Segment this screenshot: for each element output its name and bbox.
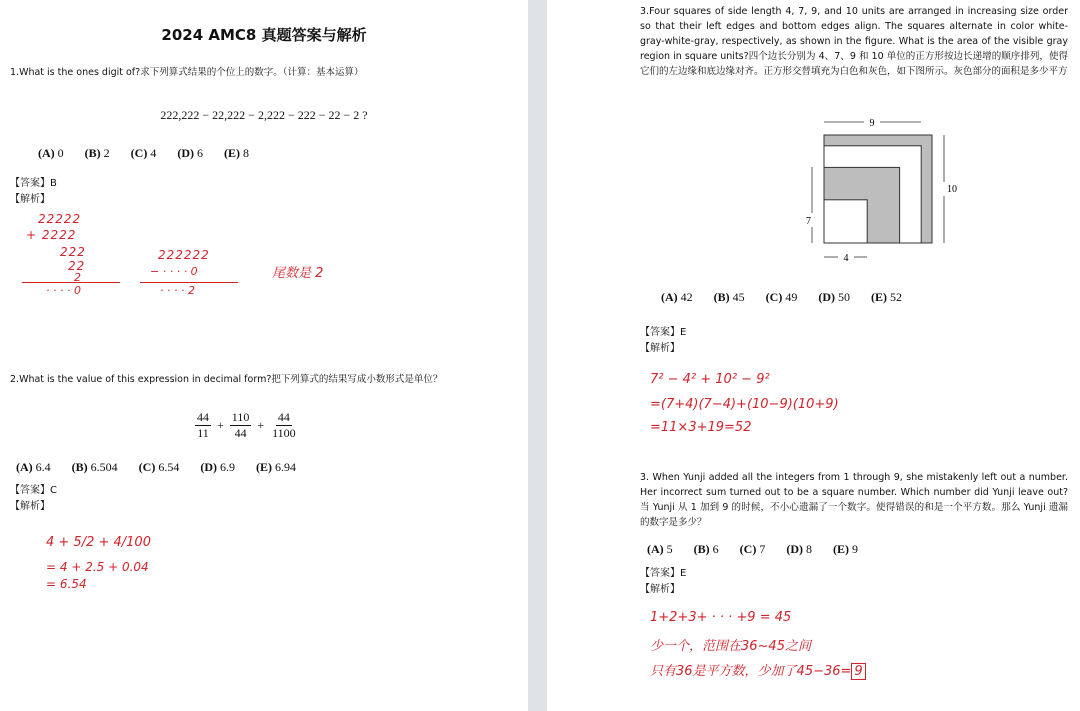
question-2-choices	[16, 460, 296, 475]
question-1-text: 1.What is the ones digit of?求下列算式结果的个位上的数字。（计算：基本运算）	[10, 67, 364, 78]
choice-b: (B) 2	[84, 146, 110, 160]
question-2-answer: 【答案】C	[10, 485, 57, 496]
choice-b: (B) 6	[693, 542, 719, 556]
choice-d: (D) 6	[177, 146, 204, 160]
difference-rule	[140, 282, 238, 283]
fraction: $\frac{110}{44}$	[231, 410, 250, 440]
square-4-white	[824, 200, 867, 243]
work-line: 7² − 4² + 10² − 9²	[650, 372, 770, 387]
choice-c: (C) 4	[130, 146, 157, 160]
question-1-choices	[38, 146, 249, 161]
question-2-text: 2.What is the value of this expression in decimal form?把下列算式的结果写成小数形式是单位？	[10, 374, 443, 385]
question-1-analysis-label: 【解析】	[10, 194, 50, 205]
fraction: $\frac{44}{1100}$	[272, 410, 296, 440]
question-2-analysis-label: 【解析】	[10, 501, 50, 512]
label-9: 9	[869, 118, 875, 129]
work-line: · · · · 2	[160, 284, 195, 297]
work-line: 4 + 5/2 + 4/100	[46, 535, 151, 550]
work-line: 222	[60, 245, 86, 259]
question-4-answer: 【答案】E	[640, 568, 687, 579]
work-line: 22222	[38, 212, 82, 226]
question-3-answer: 【答案】E	[640, 327, 687, 338]
fraction: $\frac{44}{11}$	[197, 410, 209, 440]
choice-e: (E) 52	[871, 290, 903, 304]
choice-a: (A) 6.4	[16, 460, 51, 474]
label-10: 10	[947, 184, 957, 195]
choice-b: (B) 6.504	[71, 460, 118, 474]
sum-rule	[22, 282, 120, 283]
choice-b: (B) 45	[713, 290, 745, 304]
work-line: − · · · · 0	[150, 265, 198, 278]
choice-a: (A) 0	[38, 146, 64, 160]
document-page-right	[547, 0, 1080, 711]
choice-c: (C) 6.54	[138, 460, 180, 474]
label-4: 4	[843, 253, 849, 264]
question-3-choices	[661, 290, 902, 305]
work-line: 少一个，范围在36~45之间	[650, 639, 811, 654]
question-1-answer: 【答案】B	[10, 178, 57, 189]
question-1-expression: 222,222 − 22,222 − 2,222 − 222 − 22 − 2 ?	[160, 108, 368, 122]
work-line: 1+2+3+ · · · +9 = 45	[650, 610, 792, 625]
choice-e: (E) 9	[833, 542, 859, 556]
work-line: 22	[68, 259, 86, 273]
work-line: 222222	[158, 248, 210, 262]
document-page-left	[0, 0, 528, 711]
boxed-answer: 9	[851, 663, 865, 680]
label-7: 7	[806, 216, 811, 227]
work-line: =(7+4)(7−4)+(10−9)(10+9)	[650, 397, 839, 412]
choice-a: (A) 5	[647, 542, 673, 556]
choice-d: (D) 50	[818, 290, 851, 304]
work-line: = 4 + 2.5 + 0.04	[46, 560, 149, 574]
work-note: 尾数是 2	[272, 266, 324, 281]
choice-c: (C) 7	[739, 542, 766, 556]
work-line: 只有36是平方数，少加了45−36= 9	[650, 660, 866, 679]
question-4-text: 3. When Yunji added all the integers from 1 through 9, she mistakenly left out a number. Her incorrect sum turned out to be a square number. Which number did Yunji leave out?当 Yunji 从 1 加到 9 的时候，不小心遗漏了一个数字。使得错误的和是一个平方数。那么 Yunji 遗漏的数字是多少？	[640, 472, 1068, 528]
page-gutter	[528, 0, 547, 711]
work-line: · · · · 0	[46, 284, 81, 297]
question-3-text: 3.Four squares of side length 4, 7, 9, and 10 units are arranged in increasing size order so that their left edges and bottom edges align. The squares alternate in color white-gray-white-gray, respectively, as shown in the figure. What is the area of the visible gray region in square units?四个边长分别为 4、7、9 和 10 单位的正方形按边长递增的顺序排列，使得它们的左边缘和底边缘对齐。正方形交替填充为白色和灰色，如下图所示。灰色部分的面积是多少平方	[640, 6, 1068, 77]
question-4-choices	[647, 542, 858, 557]
choice-e: (E) 6.94	[256, 460, 297, 474]
choice-d: (D) 6.9	[200, 460, 236, 474]
choice-a: (A) 42	[661, 290, 693, 304]
work-line: 2	[74, 271, 81, 284]
question-3-analysis-label: 【解析】	[640, 343, 680, 354]
choice-e: (E) 8	[224, 146, 250, 160]
work-line: = 6.54	[46, 577, 87, 591]
choice-c: (C) 49	[765, 290, 798, 304]
work-line: =11×3+19=52	[650, 420, 752, 435]
nested-squares-figure	[792, 112, 962, 272]
document-title: 2024 AMC8 真题答案与解析	[161, 26, 367, 44]
question-4-analysis-label: 【解析】	[640, 584, 680, 595]
choice-d: (D) 8	[786, 542, 813, 556]
work-line: + 2222	[26, 228, 77, 242]
question-2-expression: $\frac{44}{11}$ + $\frac{110}{44}$ + $\frac{44}{1100}$	[197, 410, 296, 440]
